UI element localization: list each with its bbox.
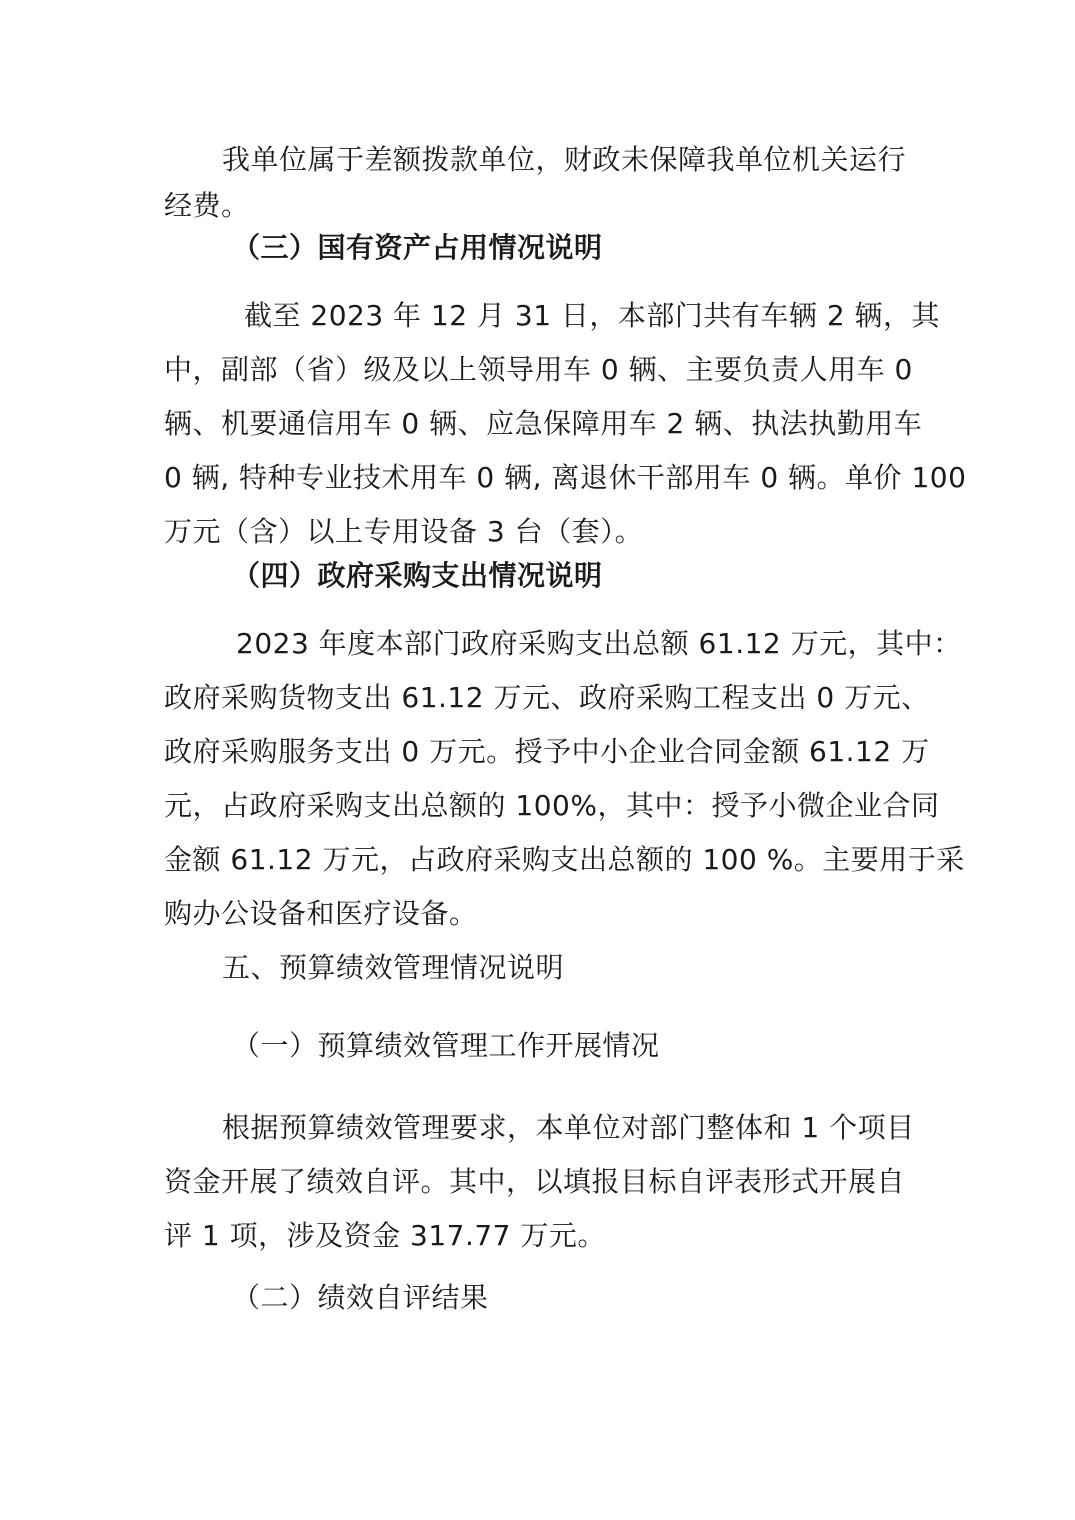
paragraph-funding-line-2: 经费。 (164, 189, 250, 222)
paragraph-assets-line-5: 万元（含）以上专用设备 3 台（套）。 (164, 515, 644, 548)
paragraph-assets-line-4: 0 辆, 特种专业技术用车 0 辆, 离退休干部用车 0 辆。单价 100 (164, 461, 967, 494)
paragraph-procurement-line-5: 金额 61.12 万元，占政府采购支出总额的 100 %。主要用于采 (164, 843, 965, 876)
paragraph-assets-line-2: 中，副部（省）级及以上领导用车 0 辆、主要负责人用车 0 (164, 353, 913, 386)
paragraph-assets-line-3: 辆、机要通信用车 0 辆、应急保障用车 2 辆、执法执勤用车 (164, 407, 923, 440)
section-heading-performance: 五、预算绩效管理情况说明 (222, 951, 565, 984)
paragraph-procurement-line-2: 政府采购货物支出 61.12 万元、政府采购工程支出 0 万元、 (164, 681, 930, 714)
subsection-heading-self-evaluation: （二）绩效自评结果 (232, 1281, 489, 1314)
paragraph-procurement-line-3: 政府采购服务支出 0 万元。授予中小企业合同金额 61.12 万 (164, 735, 930, 768)
paragraph-assets-line-1: 截至 2023 年 12 月 31 日，本部门共有车辆 2 辆，其 (244, 299, 941, 332)
subsection-heading-performance-work: （一）预算绩效管理工作开展情况 (232, 1029, 660, 1062)
paragraph-performance-line-1: 根据预算绩效管理要求，本单位对部门整体和 1 个项目 (222, 1111, 915, 1144)
section-heading-procurement: （四）政府采购支出情况说明 (232, 559, 603, 592)
paragraph-procurement-line-4: 元，占政府采购支出总额的 100%，其中：授予小微企业合同 (164, 789, 940, 822)
paragraph-performance-line-3: 评 1 项，涉及资金 317.77 万元。 (164, 1219, 606, 1252)
paragraph-procurement-line-1: 2023 年度本部门政府采购支出总额 61.12 万元，其中： (236, 627, 962, 660)
paragraph-procurement-line-6: 购办公设备和医疗设备。 (164, 897, 478, 930)
paragraph-performance-line-2: 资金开展了绩效自评。其中，以填报目标自评表形式开展自 (164, 1165, 906, 1198)
paragraph-funding-line-1: 我单位属于差额拨款单位，财政未保障我单位机关运行 (222, 143, 907, 176)
section-heading-state-assets: （三）国有资产占用情况说明 (232, 231, 603, 264)
